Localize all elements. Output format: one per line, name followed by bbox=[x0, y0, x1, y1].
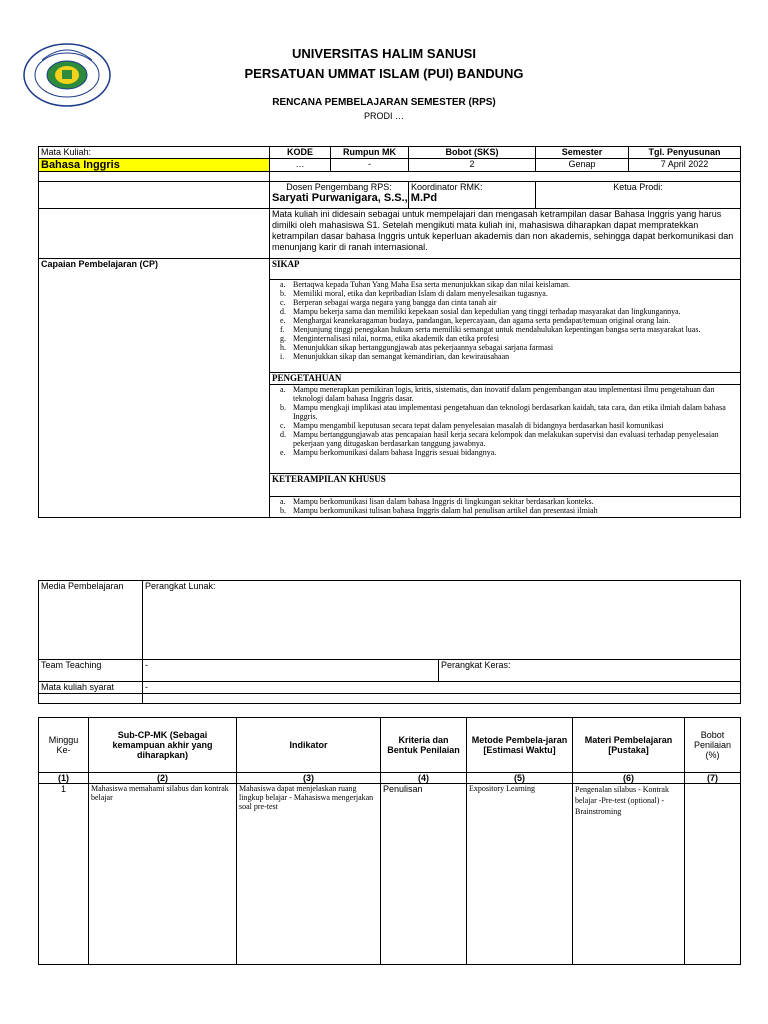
list-item-text: Mampu mengkaji implikasi atau implementasi pengetahuan dan teknologi berdasarkan kaidah, tata cara, dan etika ilmiah dalam bahasa Inggris. bbox=[293, 403, 726, 421]
foundation-name: PERSATUAN UMMAT ISLAM (PUI) BANDUNG bbox=[244, 66, 524, 81]
row1-bobot bbox=[685, 784, 741, 965]
tgl-value: 7 April 2022 bbox=[629, 159, 741, 172]
pengetahuan-list-cell bbox=[270, 385, 741, 474]
bobot-label: Bobot (SKS) bbox=[409, 147, 536, 159]
kode-label: KODE bbox=[270, 147, 331, 159]
header-bobot: Bobot Penilaian (%) bbox=[685, 718, 741, 773]
colnum-3: (3) bbox=[237, 773, 381, 784]
syarat-label: Mata kuliah syarat bbox=[39, 682, 143, 694]
list-item-text: Mampu menerapkan pemikiran logis, kritis, sistematis, dan inovatif dalam pengembangan atau implementasi ilmu pengetahuan dan teknologi dalam bahasa Inggris dasar. bbox=[293, 385, 715, 403]
list-item bbox=[280, 325, 738, 334]
colnum-4: (4) bbox=[381, 773, 467, 784]
list-item bbox=[280, 403, 738, 421]
list-item bbox=[280, 430, 738, 448]
list-item-key: e. bbox=[280, 316, 286, 325]
header-kriteria: Kriteria dan Bentuk Penilaian bbox=[381, 718, 467, 773]
list-item bbox=[280, 280, 738, 289]
header-minggu: Minggu Ke- bbox=[39, 718, 89, 773]
list-item-text: Memiliki moral, etika dan kepribadian Islam di dalam menyelesaikan tugasnya. bbox=[293, 289, 548, 298]
mk-label: Mata Kuliah: bbox=[39, 147, 270, 159]
plan-table bbox=[38, 717, 741, 965]
list-item-text: Menjunjung tinggi penegakan hukum serta memiliki semangat untuk mendahulukan kepentingan bangsa serta masyarakat luas. bbox=[293, 325, 701, 334]
sikap-title: SIKAP bbox=[270, 259, 741, 280]
list-item-text: Menginternalisasi nilai, norma, etika akademik dan etika profesi bbox=[293, 334, 499, 343]
header-subcp: Sub-CP-MK (Sebagai kemampuan akhir yang diharapkan) bbox=[89, 718, 237, 773]
list-item-text: Menunjukkan sikap bertanggungjawab atas pekerjaannya sebagai sarjana farmasi bbox=[293, 343, 554, 352]
syarat-value: - bbox=[143, 682, 741, 694]
list-item-key: g. bbox=[280, 334, 286, 343]
prodi-label: PRODI … bbox=[363, 111, 404, 121]
list-item-key: f. bbox=[280, 325, 285, 334]
dosen-label: Dosen Pengembang RPS: bbox=[286, 182, 392, 192]
list-item bbox=[280, 316, 738, 325]
list-item bbox=[280, 506, 738, 515]
list-item-key: e. bbox=[280, 448, 286, 457]
course-info-table bbox=[38, 146, 741, 518]
header-materi: Materi Pembelajaran [Pustaka] bbox=[573, 718, 685, 773]
list-item bbox=[280, 334, 738, 343]
list-item-text: Mampu berkomunikasi dalam bahasa Inggris sesuai bidangnya. bbox=[293, 448, 497, 457]
list-item-text: Mampu bekerja sama dan memiliki kepekaan sosial dan kepedulian yang tinggi terhadap masyarakat dan lingkungannya. bbox=[293, 307, 681, 316]
list-item-key: b. bbox=[280, 403, 286, 412]
list-item bbox=[280, 385, 738, 403]
bobot-value: 2 bbox=[409, 159, 536, 172]
team-value: - bbox=[143, 660, 439, 682]
sikap-list-cell bbox=[270, 280, 741, 373]
header-metode: Metode Pembela-jaran [Estimasi Waktu] bbox=[467, 718, 573, 773]
list-item-key: b. bbox=[280, 289, 286, 298]
sikap-list bbox=[272, 280, 738, 361]
list-item-key: a. bbox=[280, 385, 286, 394]
team-label: Team Teaching bbox=[39, 660, 143, 682]
list-item-text: Mampu bertanggungjawab atas pencapaian hasil kerja secara kelompok dan melakukan supervisi dan evaluasi terhadap penyelesaian pekerjaan yang ditugaskan berdasarkan tanggung jawabnya. bbox=[293, 430, 719, 448]
list-item-text: Mampu berkomunikasi lisan dalam bahasa Inggris di lingkungan sekitar berdasarkan konteks. bbox=[293, 497, 594, 506]
media-label: Media Pembelajaran bbox=[39, 581, 143, 660]
list-item-text: Mampu mengambil keputusan secara tepat dalam penyelesaian masalah di bidangnya berdasarkan hasil komunikasi bbox=[293, 421, 664, 430]
list-item bbox=[280, 421, 738, 430]
document-title: RENCANA PEMBELAJARAN SEMESTER (RPS) bbox=[272, 97, 496, 108]
keterampilan-title: KETERAMPILAN KHUSUS bbox=[270, 474, 741, 497]
list-item-text: Menghargai keanekaragaman budaya, pandangan, kepercayaan, dan agama serta pendapat/temuan original orang lain. bbox=[293, 316, 671, 325]
colnum-6: (6) bbox=[573, 773, 685, 784]
keterampilan-list-cell bbox=[270, 497, 741, 518]
semester-value: Genap bbox=[536, 159, 629, 172]
list-item-text: Bertaqwa kepada Tuhan Yang Maha Esa serta menunjukkan sikap dan nilai keislaman. bbox=[293, 280, 571, 289]
course-description: Mata kuliah ini didesain sebagai untuk mempelajari dan mengasah ketrampilan dasar Bahasa Inggris yang harus dimilki oleh mahasiswa S1. Setelah mengikuti mata kuliah ini, mahasiswa diharapkan dapat mempratekkan ketrampilan dasar bahasa Inggris untuk keperluan akademis dan non akademis, sehingga dapat berkomunikasi dan menunjang karir di ranah internasional. bbox=[270, 209, 741, 259]
dosen-value: Saryati Purwanigara, S.S., M.Pd bbox=[272, 192, 438, 204]
row1-indikator: Mahasiswa dapat menjelaskan ruang lingkup belajar - Mahasiswa mengerjakan soal pre-test bbox=[237, 784, 381, 965]
tgl-label: Tgl. Penyusunan bbox=[629, 147, 741, 159]
colnum-1: (1) bbox=[39, 773, 89, 784]
list-item-key: i. bbox=[280, 352, 285, 361]
list-item-key: a. bbox=[280, 280, 286, 289]
mk-value: Bahasa Inggris bbox=[39, 159, 270, 172]
semester-label: Semester bbox=[536, 147, 629, 159]
row1-subcp: Mahasiswa memahami silabus dan kontrak belajar bbox=[89, 784, 237, 965]
list-item-text: Berperan sebagai warga negara yang bangga dan cinta tanah air bbox=[293, 298, 497, 307]
row1-kriteria: Penulisan bbox=[381, 784, 467, 965]
kode-value: … bbox=[270, 159, 331, 172]
list-item-key: a. bbox=[280, 497, 286, 506]
colnum-7: (7) bbox=[685, 773, 741, 784]
list-item bbox=[280, 343, 738, 352]
media-table bbox=[38, 580, 741, 704]
list-item-key: b. bbox=[280, 506, 286, 515]
dosen-cell bbox=[270, 182, 438, 209]
list-item bbox=[280, 298, 738, 307]
ketua-label: Ketua Prodi: bbox=[536, 182, 741, 209]
keterampilan-list bbox=[272, 497, 738, 515]
list-item-key: c. bbox=[280, 421, 286, 430]
list-item-key: d. bbox=[280, 307, 286, 316]
pengetahuan-list bbox=[272, 385, 738, 457]
row1-metode: Expository Learning bbox=[467, 784, 573, 965]
list-item bbox=[280, 497, 738, 506]
list-item bbox=[280, 307, 738, 316]
cp-label: Capaian Pembelajaran (CP) bbox=[39, 259, 270, 518]
row1-materi: Pengenalan silabus - Kontrak belajar -Pre-test (optional) - Brainstroming bbox=[573, 784, 685, 965]
koordinator-label: Koordinator RMK: bbox=[409, 182, 536, 209]
list-item-key: d. bbox=[280, 430, 286, 439]
rumpun-label: Rumpun MK bbox=[331, 147, 409, 159]
row1-minggu: 1 bbox=[39, 784, 89, 965]
keras-label: Perangkat Keras: bbox=[439, 660, 741, 682]
list-item-text: Menunjukkan sikap dan semangat kemandirian, dan kewirausahaan bbox=[293, 352, 510, 361]
list-item bbox=[280, 448, 738, 457]
list-item bbox=[280, 352, 738, 361]
list-item-key: c. bbox=[280, 298, 286, 307]
colnum-5: (5) bbox=[467, 773, 573, 784]
colnum-2: (2) bbox=[89, 773, 237, 784]
rumpun-value: - bbox=[331, 159, 409, 172]
list-item-text: Mampu berkomunikasi tulisan bahasa Inggris dalam hal penulisan artikel dan presentasi ilmiah bbox=[293, 506, 598, 515]
lunak-label: Perangkat Lunak: bbox=[143, 581, 741, 660]
pengetahuan-title: PENGETAHUAN bbox=[270, 373, 741, 385]
university-name: UNIVERSITAS HALIM SANUSI bbox=[292, 46, 476, 61]
list-item-key: h. bbox=[280, 343, 286, 352]
list-item bbox=[280, 289, 738, 298]
table-row bbox=[39, 784, 741, 965]
header-indikator: Indikator bbox=[237, 718, 381, 773]
